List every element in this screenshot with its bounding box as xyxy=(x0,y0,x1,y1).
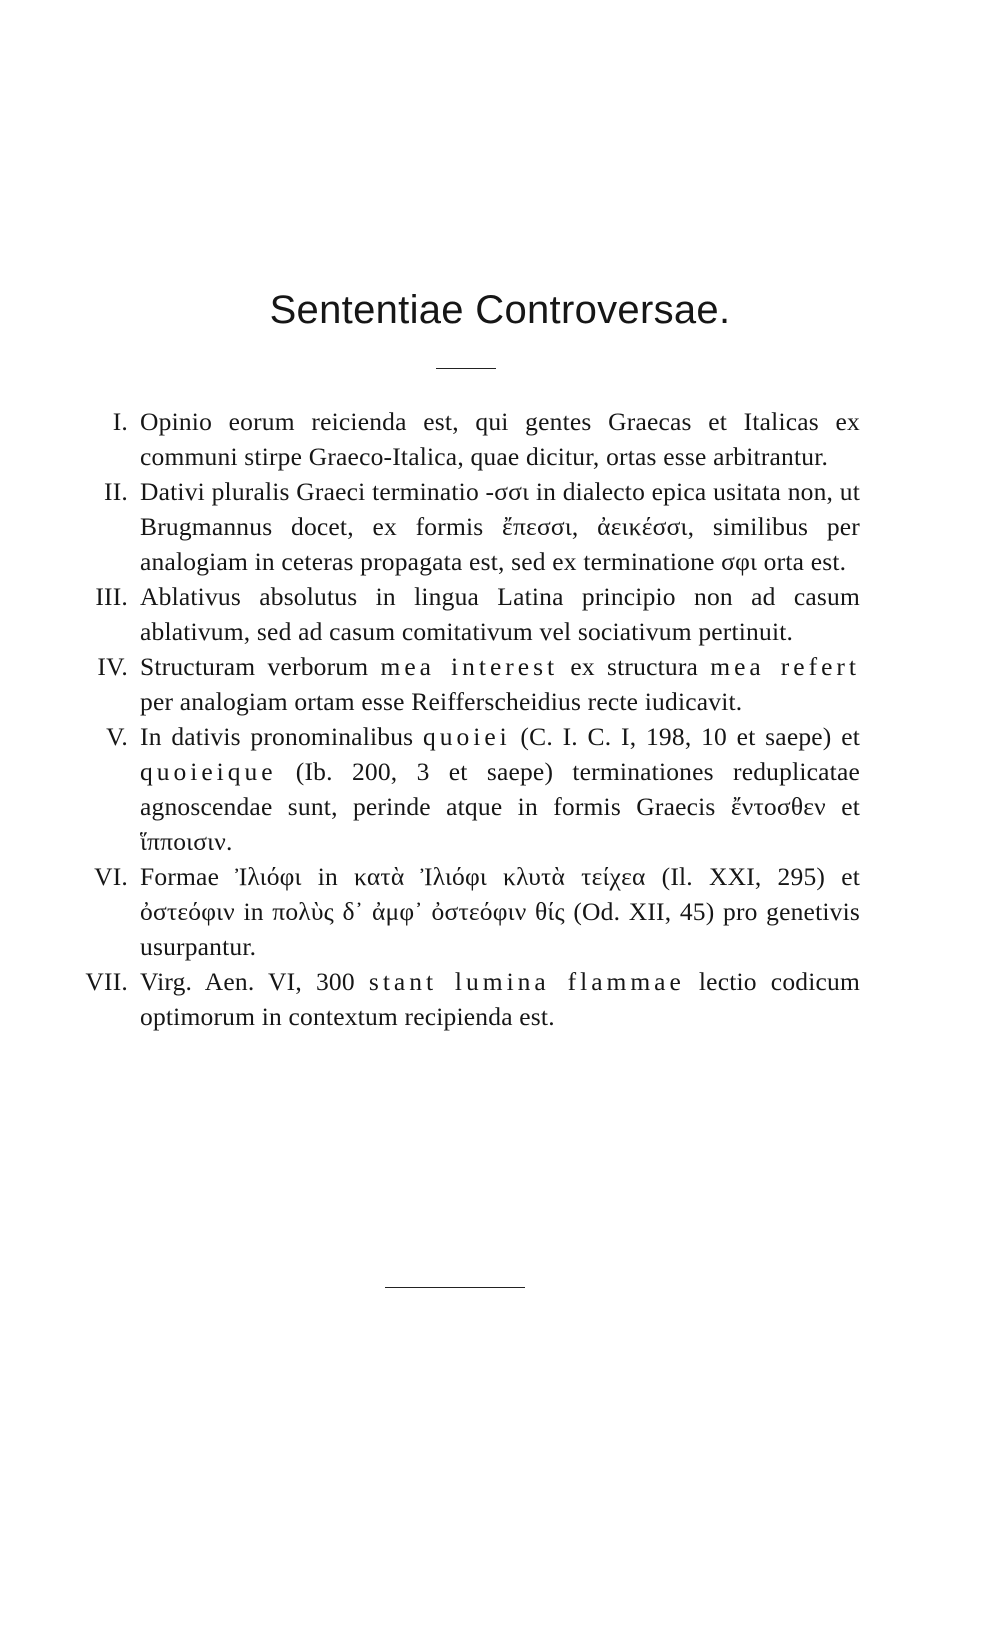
thesis-text xyxy=(140,404,860,474)
thesis-numeral: II. xyxy=(104,477,128,506)
thesis-numeral: III. xyxy=(95,582,128,611)
spaced-emphasis: quoiei xyxy=(422,722,511,751)
thesis-item xyxy=(80,474,860,579)
thesis-text xyxy=(140,719,860,859)
thesis-text xyxy=(140,964,860,1034)
thesis-item xyxy=(80,719,860,859)
text-run: Opinio eorum reicienda est, qui gentes Graecas et Italicas ex communi stirpe Graeco-Italica, quae dicitur, ortas esse arbitrantur. xyxy=(140,407,860,471)
thesis-text xyxy=(140,474,860,579)
text-run: (Ib. 200, 3 et saepe) terminationes reduplicatae agnoscendae sunt, perinde atque in formis Graecis ἔντοσθεν et ἵπποισιν. xyxy=(140,757,860,856)
text-run: Formae Ἰλιόφι in κατὰ Ἰλιόφι κλυτὰ τείχεα (Il. XXI, 295) et ὀστεόφιν in πολὺς δ᾽ ἀμφ᾽ ὀστεόφιν θίς (Od. XII, 45) pro genetivis usurpantur. xyxy=(140,862,860,961)
page-title: Sententiae Controversae. xyxy=(269,288,731,332)
text-run: Virg. Aen. VI, 300 xyxy=(140,967,369,996)
thesis-text xyxy=(140,649,860,719)
text-run: (C. I. C. I, 198, 10 et saepe) et xyxy=(510,722,860,751)
thesis-item xyxy=(80,964,860,1034)
end-divider xyxy=(385,1287,525,1288)
thesis-item xyxy=(80,404,860,474)
spaced-emphasis: quoieique xyxy=(140,757,277,786)
thesis-item xyxy=(80,579,860,649)
text-run: lectio codicum optimorum in contextum recipienda est. xyxy=(140,967,861,1031)
text-run: In dativis pronominalibus xyxy=(140,722,423,751)
text-run: Ablativus absolutus in lingua Latina principio non ad casum ablativum, sed ad casum comitativum vel sociativum pertinuit. xyxy=(140,582,860,646)
text-run: Dativi pluralis Graeci terminatio -σσι in dialecto epica usitata non, ut Brugmannus docet, ex formis ἔπεσσι, ἀεικέσσι, similibus per analogiam in ceteras propagata est, sed ex terminatione σφι orta est. xyxy=(140,477,860,576)
spaced-emphasis: mea refert xyxy=(710,652,860,681)
thesis-numeral: VI. xyxy=(94,862,128,891)
text-run: ex structura xyxy=(558,652,711,681)
thesis-item xyxy=(80,649,860,719)
thesis-text xyxy=(140,859,860,964)
title-divider xyxy=(436,368,496,369)
text-run: per analogiam ortam esse Reifferscheidius recte iudicavit. xyxy=(140,687,743,716)
thesis-numeral: V. xyxy=(106,722,128,751)
theses-list xyxy=(80,404,860,1034)
text-run: Structuram verborum xyxy=(140,652,381,681)
thesis-item xyxy=(80,859,860,964)
thesis-text xyxy=(140,579,860,649)
thesis-numeral: IV. xyxy=(97,652,128,681)
spaced-emphasis: mea interest xyxy=(380,652,559,681)
thesis-numeral: VII. xyxy=(85,967,128,996)
thesis-numeral: I. xyxy=(112,407,128,436)
spaced-emphasis: stant lumina flammae xyxy=(368,967,685,996)
